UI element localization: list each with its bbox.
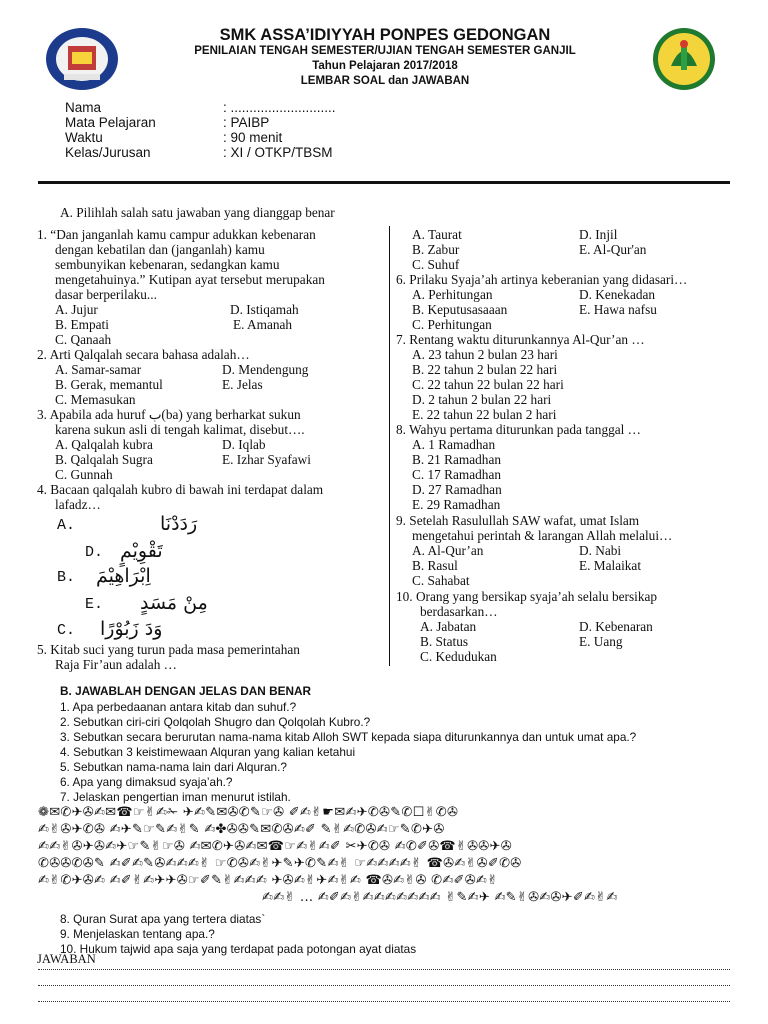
q9-line1: 9. Setelah Rasulullah SAW wafat, umat Islam <box>396 513 640 528</box>
q10-opt-d: D. Kebenaran <box>579 619 653 634</box>
q4-opt-b-letter: B. <box>57 569 76 586</box>
region-logo <box>651 26 717 92</box>
q9-opt-c: C. Sahabat <box>412 573 470 588</box>
q5-line2: Raja Fir’aun adalah … <box>55 657 177 672</box>
info-name-label: Nama <box>65 100 102 115</box>
answer-line-1[interactable] <box>38 969 730 970</box>
essay-q10: 10. Hukum tajwid apa saja yang terdapat pada potongan ayat diatas <box>60 942 417 956</box>
q1-opt-c: C. Qanaah <box>55 332 112 347</box>
section-b-title: B. JAWABLAH DENGAN JELAS DAN BENAR <box>60 684 312 698</box>
q1-opt-b: B. Empati <box>55 317 109 332</box>
essay-q5: 5. Sebutkan nama-nama lain dari Alquran.? <box>60 760 287 774</box>
sheet-title: LEMBAR SOAL dan JAWABAN <box>300 75 470 87</box>
essay-q6: 6. Apa yang dimaksud syaja’ah.? <box>60 775 233 789</box>
q4-opt-d-letter: D. <box>85 544 104 561</box>
q2-opt-d: D. Mendengung <box>222 362 309 377</box>
q3-opt-c: C. Gunnah <box>55 467 113 482</box>
q9-opt-d: D. Nabi <box>579 543 622 558</box>
q4-line2: lafadz… <box>55 497 101 512</box>
essay-q8: 8. Quran Surat apa yang tertera diatas` <box>60 912 266 926</box>
q2-text: 2. Arti Qalqalah secara bahasa adalah… <box>37 347 250 362</box>
symbol-text-line2: ✍✌✇✈✆✇ ✍✈✎☞✎✍✌✎ ✍✤✇✇✎✉✆✇✍✐ ✎✌✍✆✇✍☞✎✆✈✇ <box>38 822 445 837</box>
q8-opt-d: D. 27 Ramadhan <box>412 482 502 497</box>
essay-q7: 7. Jelaskan pengertian iman menurut istilah. <box>60 790 291 804</box>
q4-opt-c-letter: C. <box>57 622 76 639</box>
q1-opt-a: A. Jujur <box>55 302 98 317</box>
q8-opt-a: A. 1 Ramadhan <box>412 437 496 452</box>
q6-opt-c: C. Perhitungan <box>412 317 492 332</box>
q10-opt-b: B. Status <box>420 634 469 649</box>
q9-opt-e: E. Malaikat <box>579 558 642 573</box>
q1-line1: 1. “Dan janganlah kamu campur adukkan kebenaran <box>37 227 316 242</box>
q8-opt-c: C. 17 Ramadhan <box>412 467 502 482</box>
q8-opt-e: E. 29 Ramadhan <box>412 497 501 512</box>
q6-opt-e: E. Hawa nafsu <box>579 302 657 317</box>
section-a-title: A. Pilihlah salah satu jawaban yang dianggap benar <box>60 205 335 220</box>
q4-opt-c-arabic: وَدَ زَبُوْرًا <box>100 618 163 640</box>
q7-opt-e: E. 22 tahun 22 bulan 2 hari <box>412 407 557 422</box>
essay-q9: 9. Menjelaskan tentang apa.? <box>60 927 215 941</box>
essay-q1: 1. Apa perbedaanan antara kitab dan suhuf.? <box>60 700 297 714</box>
q3-opt-e: E. Izhar Syafawi <box>222 452 311 467</box>
q10-line1: 10. Orang yang bersikap syaja’ah selalu bersikap <box>396 589 658 604</box>
q10-opt-e: E. Uang <box>579 634 623 649</box>
q2-opt-c: C. Memasukan <box>55 392 136 407</box>
q1-opt-e: E. Amanah <box>233 317 293 332</box>
symbol-text-line4: ✆✇✇✆✇✎ ✍✐✍✎✇✍✍✍✌ ☞✆✇✍✌✈✎✈✆✎✍✌ ☞✍✍✍✍✌ ☎✇✍✌✇✐✆✇ <box>38 856 522 871</box>
q9-opt-a: A. Al-Qur’an <box>412 543 484 558</box>
symbol-text-line3: ✍✍✌✇✈✇✍✈☞✎✌☞✇ ✍✉✆✈✇✍✉☎☞✍✌✍✐ ✂✈✆✇ ✍✆✐✇☎✌✇✇✈✇ <box>38 839 512 854</box>
q1-line4: mengetahuinya.” Kutipan ayat tersebut merupakan <box>55 272 325 287</box>
q2-opt-e: E. Jelas <box>222 377 263 392</box>
q5-opt-a: A. Taurat <box>412 227 462 242</box>
essay-q3: 3. Sebutkan secara berurutan nama-nama kitab Alloh SWT kepada siapa diturunkannya dan untuk umat apa.? <box>60 730 637 744</box>
info-time-value: : 90 menit <box>223 130 283 145</box>
q10-line2: berdasarkan… <box>420 604 498 619</box>
school-name: SMK ASSA’IDIYYAH PONPES GEDONGAN <box>219 26 551 44</box>
q4-opt-e-letter: E. <box>85 596 104 613</box>
answer-line-3[interactable] <box>38 1001 730 1002</box>
q3-line1: 3. Apabila ada huruf ب(ba) yang berharkat sukun <box>37 407 301 422</box>
q10-opt-a: A. Jabatan <box>420 619 477 634</box>
q7-opt-a: A. 23 tahun 2 bulan 23 hari <box>412 347 558 362</box>
q4-opt-b-arabic: اِبْرَاهِيْمَ <box>96 565 151 587</box>
q8-opt-b: B. 21 Ramadhan <box>412 452 502 467</box>
q4-opt-e-arabic: مِنْ مَسَدٍ <box>140 592 208 614</box>
q10-opt-c: C. Kedudukan <box>420 649 497 664</box>
q9-opt-b: B. Rasul <box>412 558 458 573</box>
q3-opt-a: A. Qalqalah kubra <box>55 437 153 452</box>
header-rule <box>38 181 730 184</box>
q6-opt-b: B. Keputusasaaan <box>412 302 508 317</box>
school-logo <box>44 26 120 92</box>
q7-opt-c: C. 22 tahun 22 bulan 22 hari <box>412 377 564 392</box>
essay-q4: 4. Sebutkan 3 keistimewaan Alquran yang kalian ketahui <box>60 745 356 759</box>
symbol-text-line5: ✍✌✆✈✇✍ ✍✐✌✍✈✈✇☞✐✎✌✍✍✍ ✈✇✍✌✈✍✌✍ ☎✇✍✌✇ ✆✍✐✇✍✌ <box>38 873 499 888</box>
q6-text: 6. Prilaku Syaja’ah artinya keberanian yang didasari… <box>396 272 688 287</box>
symbol-text-line1: ❁✉✆✈✇✍✉☎☞✌✍✁ ✈✍✎✉✇✆✎☞✇ ✐✍✌☛✉✍✈✆✇✎✆☐✌✆✇ <box>38 805 459 820</box>
q2-opt-a: A. Samar-samar <box>55 362 142 377</box>
symbol-text-line6: ✍✍✌ ... ✍✐✍✌✍✍✍✍✍✍✍ ✌✎✍✈ ✍✎✌✇✍✇✈✐✍✌✍ <box>262 890 618 905</box>
essay-q2: 2. Sebutkan ciri-ciri Qolqolah Shugro dan Qolqolah Kubro.? <box>60 715 371 729</box>
info-subject-value: : PAIBP <box>223 115 270 130</box>
q1-line3: sembunyikan kebenaran, sedangkan kamu <box>55 257 280 272</box>
q3-line2: karena sukun asli di tengah kalimat, disebut…. <box>55 422 305 437</box>
q2-opt-b: B. Gerak, memantul <box>55 377 163 392</box>
q3-opt-d: D. Iqlab <box>222 437 266 452</box>
info-time-label: Waktu <box>65 130 103 145</box>
q5-line1: 5. Kitab suci yang turun pada masa pemerintahan <box>37 642 300 657</box>
q6-opt-d: D. Kenekadan <box>579 287 656 302</box>
q1-opt-d: D. Istiqamah <box>230 302 299 317</box>
info-name-value: : ............................ <box>223 100 336 115</box>
q1-line5: dasar berperilaku... <box>55 287 157 302</box>
q1-line2: dengan kebatilan dan (janganlah) kamu <box>55 242 265 257</box>
q4-opt-a-arabic: رَدَدْنَا <box>160 513 198 535</box>
column-divider <box>389 226 390 666</box>
q6-opt-a: A. Perhitungan <box>412 287 493 302</box>
q5-opt-c: C. Suhuf <box>412 257 460 272</box>
q5-opt-e: E. Al-Qur'an <box>579 242 647 257</box>
q3-opt-b: B. Qalqalah Sugra <box>55 452 153 467</box>
q5-opt-b: B. Zabur <box>412 242 460 257</box>
q8-text: 8. Wahyu pertama diturunkan pada tanggal … <box>396 422 641 437</box>
answer-label: JAWABAN <box>37 952 96 966</box>
q4-opt-d-arabic: تَقْوِيْمٍ <box>120 540 163 562</box>
info-class-value: : XI / OTKP/TBSM <box>223 145 333 160</box>
q7-opt-b: B. 22 tahun 2 bulan 22 hari <box>412 362 558 377</box>
exam-title: PENILAIAN TENGAH SEMESTER/UJIAN TENGAH SEMESTER GANJIL <box>194 45 576 57</box>
q7-text: 7. Rentang waktu diturunkannya Al-Qur’an … <box>396 332 645 347</box>
q7-opt-d: D. 2 tahun 2 bulan 22 hari <box>412 392 552 407</box>
q4-line1: 4. Bacaan qalqalah kubro di bawah ini terdapat dalam <box>37 482 324 497</box>
answer-line-2[interactable] <box>38 985 730 986</box>
q9-line2: mengetahui perintah & larangan Allah melalui… <box>412 528 673 543</box>
info-class-label: Kelas/Jurusan <box>65 145 151 160</box>
school-year: Tahun Pelajaran 2017/2018 <box>312 60 458 72</box>
q4-opt-a-letter: A. <box>57 517 76 534</box>
info-subject-label: Mata Pelajaran <box>65 115 156 130</box>
q5-opt-d: D. Injil <box>579 227 618 242</box>
